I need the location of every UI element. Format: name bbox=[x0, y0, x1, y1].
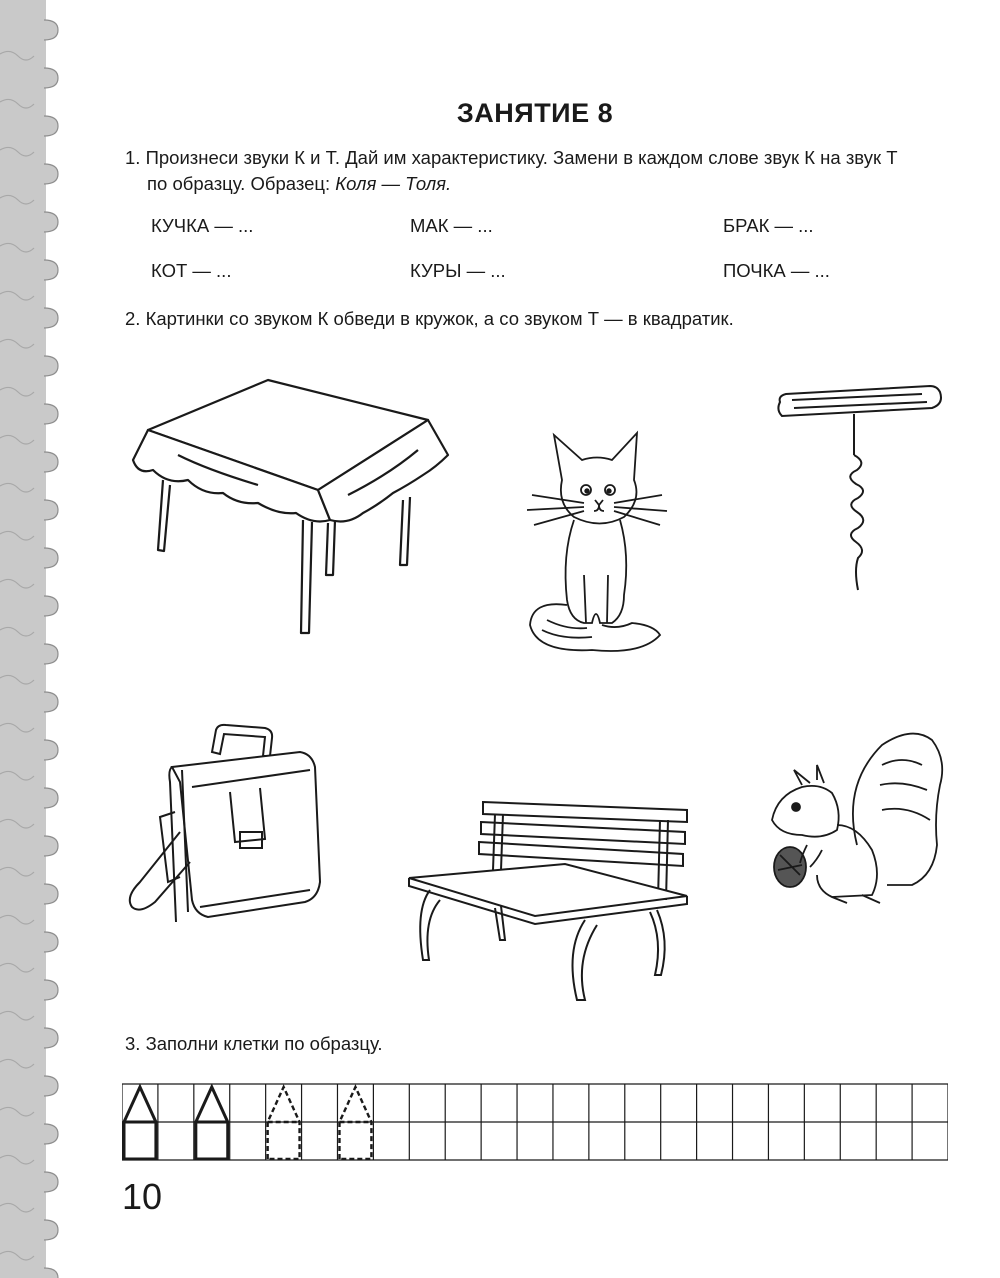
word-mak: МАК — ... bbox=[410, 215, 493, 236]
task1-example: Коля — Толя. bbox=[335, 173, 452, 194]
task1-line2 bbox=[125, 171, 898, 197]
word-pochka: ПОЧКА — ... bbox=[723, 260, 830, 281]
word-kuchka: КУЧКА — ... bbox=[151, 215, 254, 236]
squirrel-icon bbox=[762, 725, 952, 910]
task1-line2-text: по образцу. Образец: bbox=[147, 173, 331, 194]
house-dashed-shape bbox=[339, 1087, 371, 1159]
corkscrew-picture[interactable] bbox=[772, 380, 952, 600]
table-icon bbox=[118, 375, 458, 640]
bench-icon bbox=[405, 800, 695, 1005]
briefcase-picture[interactable] bbox=[120, 722, 325, 922]
briefcase-icon bbox=[120, 722, 325, 922]
word-kury: КУРЫ — ... bbox=[410, 260, 506, 281]
cat-picture[interactable] bbox=[512, 425, 672, 660]
house-dashed-shape bbox=[268, 1087, 300, 1159]
cat-icon bbox=[512, 425, 672, 660]
page-number: 10 bbox=[122, 1176, 163, 1217]
task3-text: 3. Заполни клетки по образцу. bbox=[125, 1033, 383, 1054]
corkscrew-icon bbox=[772, 380, 952, 600]
house-sample-shape bbox=[196, 1087, 228, 1159]
lesson-title: ЗАНЯТИЕ 8 bbox=[456, 98, 614, 128]
puzzle-edge-decoration bbox=[0, 0, 70, 1278]
fill-grid[interactable] bbox=[122, 1083, 948, 1161]
word-kot: КОТ — ... bbox=[151, 260, 232, 281]
word-brak: БРАК — ... bbox=[723, 215, 814, 236]
bench-picture[interactable] bbox=[405, 800, 695, 1005]
task1-line1: 1. Произнеси звуки К и Т. Дай им характеристику. Замени в каждом слове звук К на звук Т bbox=[125, 147, 898, 168]
squirrel-picture[interactable] bbox=[762, 725, 952, 910]
house-sample-shape bbox=[124, 1087, 156, 1159]
grid-sample-shapes bbox=[124, 1087, 371, 1159]
task2-text: 2. Картинки со звуком К обведи в кружок, а со звуком Т — в квадратик. bbox=[125, 308, 734, 329]
task1-text bbox=[125, 145, 898, 197]
table-picture[interactable] bbox=[118, 375, 458, 640]
